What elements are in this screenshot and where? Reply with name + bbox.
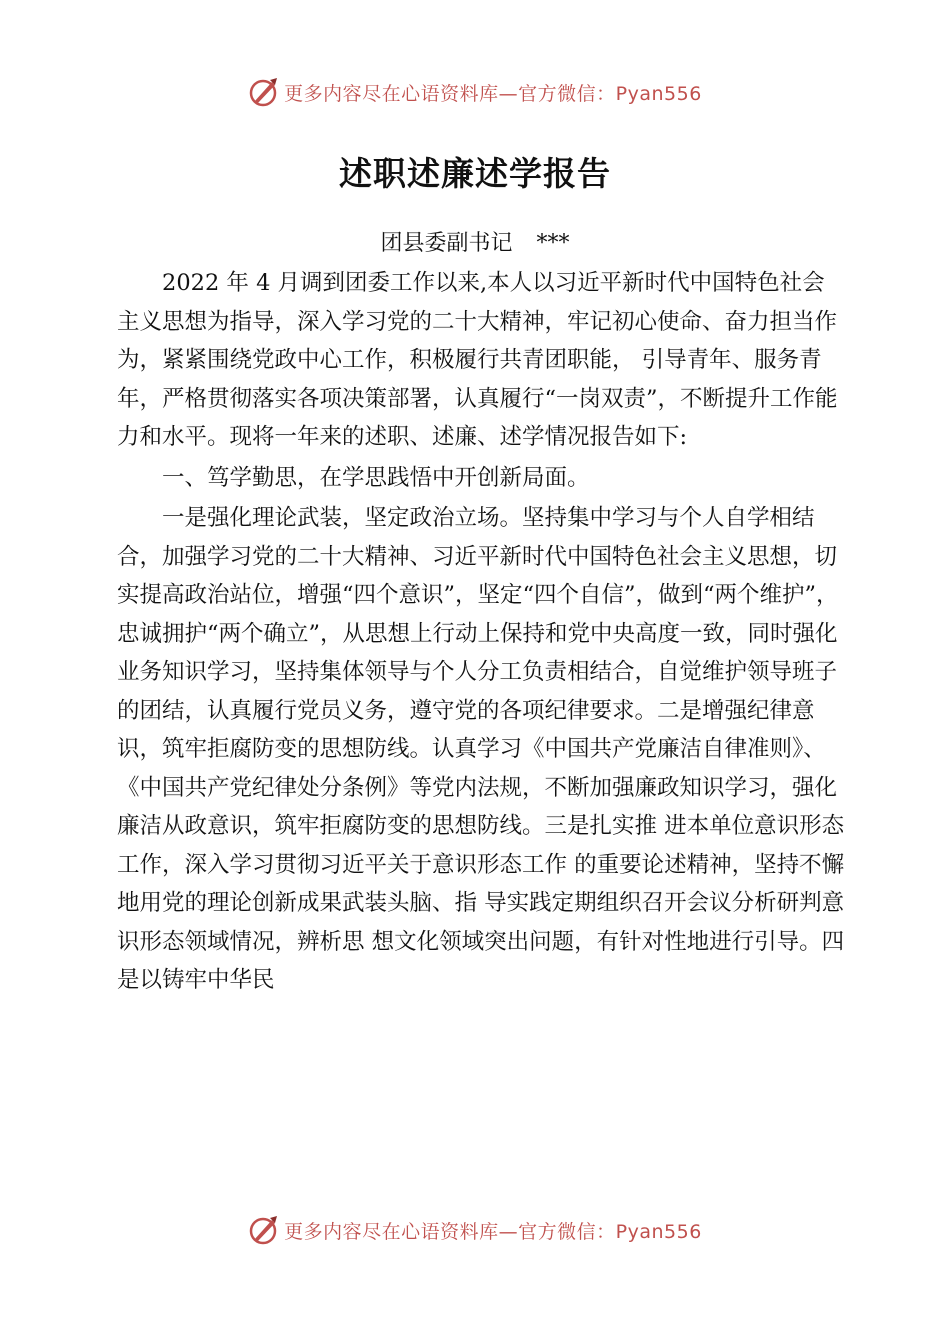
document-title: 述职述廉述学报告 [339,154,611,193]
document-body [117,264,847,1000]
author-role: 团县委副书记 [380,231,513,256]
author-line [0,226,950,257]
paragraph-intro: 2022 年 4 月调到团委工作以来,本人以习近平新时代中国特色社会主义思想为指导，深入学习党的二十大精神，牢记初心使命、奋力担当作为，紧紧围绕党政中心工作，积极履行共青团职能， 引导青年、服务青年，严格贯彻落实各项决策部署，认真履行“一岗双责”，不断提升工作能力和水平。现将一年来的述职、述廉、述学情况报告如下: [117,270,838,450]
quill-pen-logo-icon [248,1214,280,1246]
section-heading-1: 一、笃学勤思，在学思践悟中开创新局面。 [162,464,590,491]
banner-text: 更多内容尽在心语资料库—官方微信：Pyan556 [284,82,702,105]
paragraph-section-1: 一是强化理论武装，坚定政治立场。坚持集中学习与个人自学相结合，加强学习党的二十大精神、习近平新时代中国特色社会主义思想，切实提高政治站位，增强“四个意识”，坚定“四个自信”，做到“两个维护”，忠诚拥护“两个确立”，从思想上行动上保持和党中央高度一致，同时强化业务知识学习，坚持集体领导与个人分工负责相结合，自觉维护领导班子的团结，认真履行党员义务，遵守党的各项纪律要求。二是增强纪律意识，筑牢拒腐防变的思想防线。认真学习《中国共产党廉洁自律准则》、《中国共产党纪律处分条例》等党内法规，不断加强廉政知识学习，强化廉洁从政意识，筑牢拒腐防变的思想防线。三是扎实推 进本单位意识形态工作，深入学习贯彻习近平关于意识形态工作 的重要论述精神，坚持不懈地用党的理论创新成果武装头脑、指 导实践定期组织召开会议分析研判意识形态领域情况，辨析思 想文化领域突出问题，有针对性地进行引导。四是以铸牢中华民 [117,505,845,993]
author-name: *** [536,231,570,256]
header-banner [0,72,950,112]
quill-pen-logo-icon [248,76,280,108]
footer-banner [0,1210,950,1250]
banner-text: 更多内容尽在心语资料库—官方微信：Pyan556 [284,1220,702,1243]
